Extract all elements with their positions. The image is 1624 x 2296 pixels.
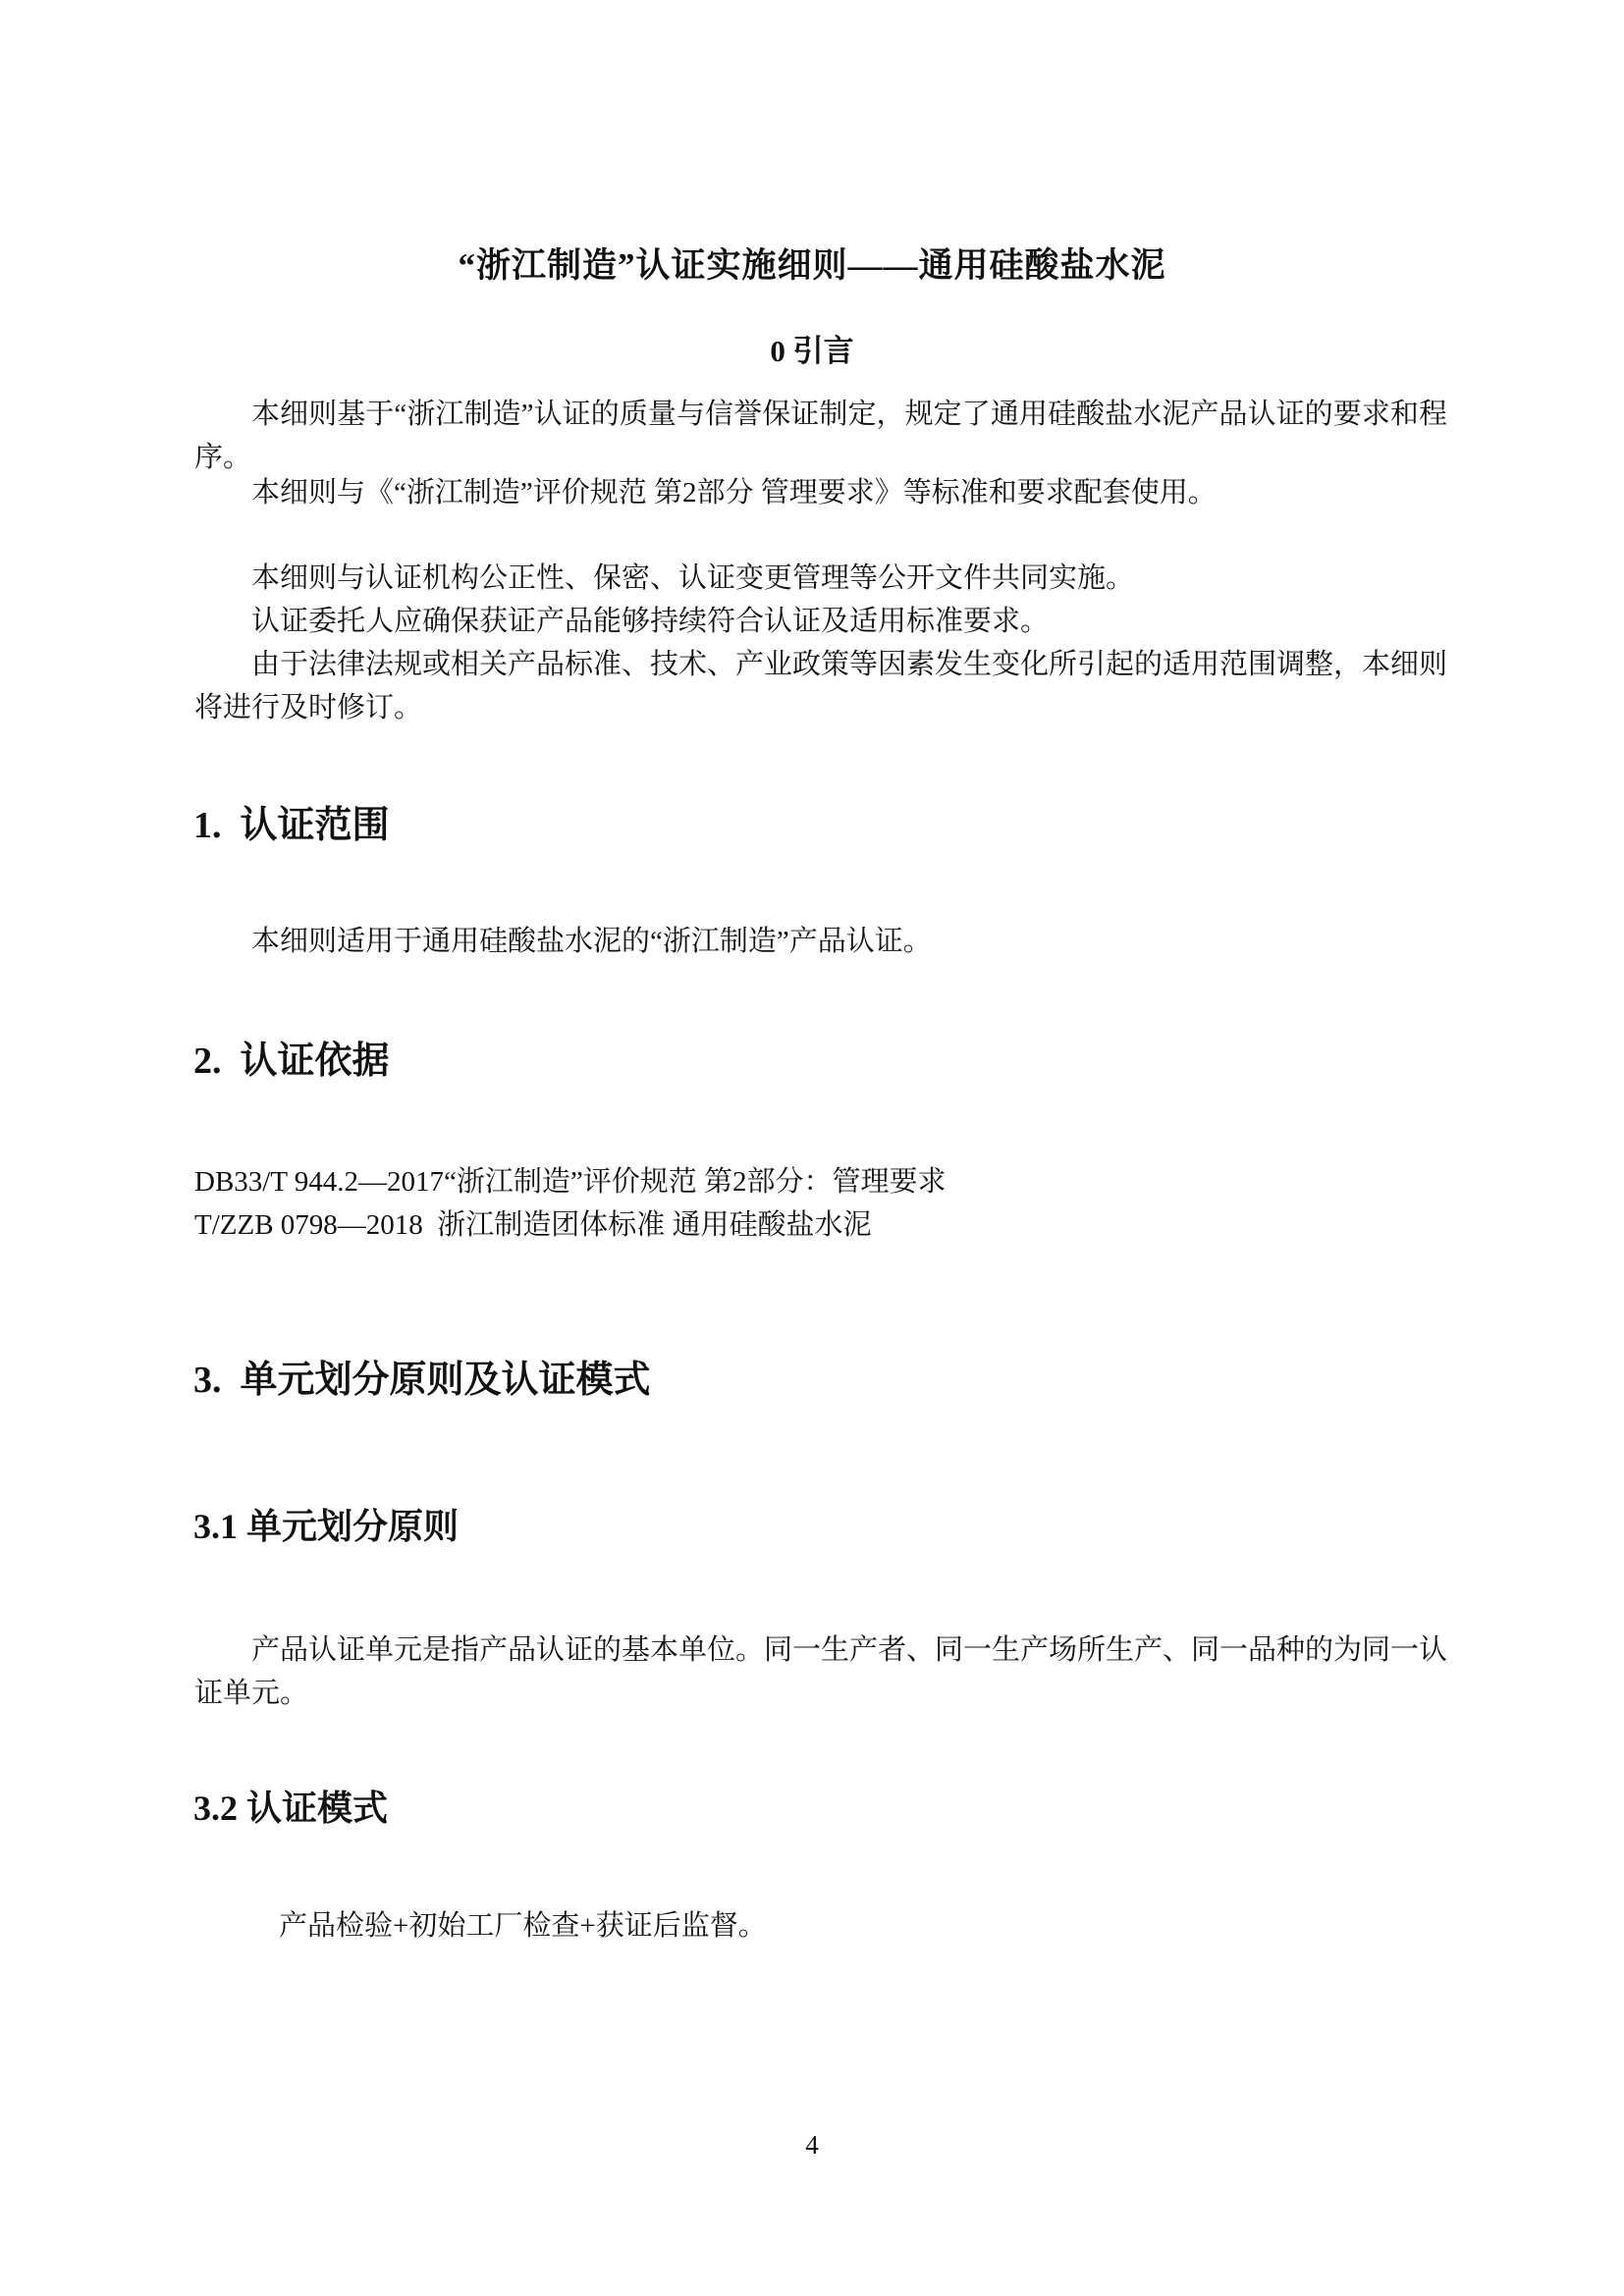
intro-paragraph-5: 由于法律法规或相关产品标准、技术、产业政策等因素发生变化所引起的适用范围调整，本细则将进行及时修订。 — [194, 649, 1448, 723]
section-2-reference-1: DB33/T 944.2—2017“浙江制造”评价规范 第2部分：管理要求 — [194, 1166, 947, 1198]
section-2-reference-2: T/ZZB 0798—2018 浙江制造团体标准 通用硅酸盐水泥 — [194, 1209, 872, 1241]
section-1-paragraph: 本细则适用于通用硅酸盐水泥的“浙江制造”产品认证。 — [251, 926, 932, 957]
section-3-2-paragraph: 产品检验+初始工厂检查+获证后监督。 — [279, 1910, 767, 1942]
page-number: 4 — [805, 2130, 819, 2160]
document-title: “浙江制造”认证实施细则——通用硅酸盐水泥 — [458, 246, 1166, 285]
section-3-1-heading: 3.1 单元划分原则 — [193, 1507, 460, 1546]
section-3-1-paragraph: 产品认证单元是指产品认证的基本单位。同一生产者、同一生产场所生产、同一品种的为同一认证单元。 — [194, 1634, 1448, 1709]
intro-paragraph-3: 本细则与认证机构公正性、保密、认证变更管理等公开文件共同实施。 — [251, 562, 1135, 594]
section-1-heading: 1. 认证范围 — [193, 805, 390, 846]
intro-heading: 0 引言 — [770, 334, 854, 368]
intro-paragraph-4: 认证委托人应确保获证产品能够持续符合认证及适用标准要求。 — [251, 606, 1050, 637]
intro-paragraph-2: 本细则与《“浙江制造”评价规范 第2部分 管理要求》等标准和要求配套使用。 — [251, 477, 1217, 508]
intro-paragraph-1: 本细则基于“浙江制造”认证的质量与信誉保证制定，规定了通用硅酸盐水泥产品认证的要求和程序。 — [194, 399, 1447, 473]
section-3-heading: 3. 单元划分原则及认证模式 — [193, 1360, 651, 1401]
section-3-2-heading: 3.2 认证模式 — [193, 1789, 389, 1828]
section-2-heading: 2. 认证依据 — [193, 1041, 390, 1082]
